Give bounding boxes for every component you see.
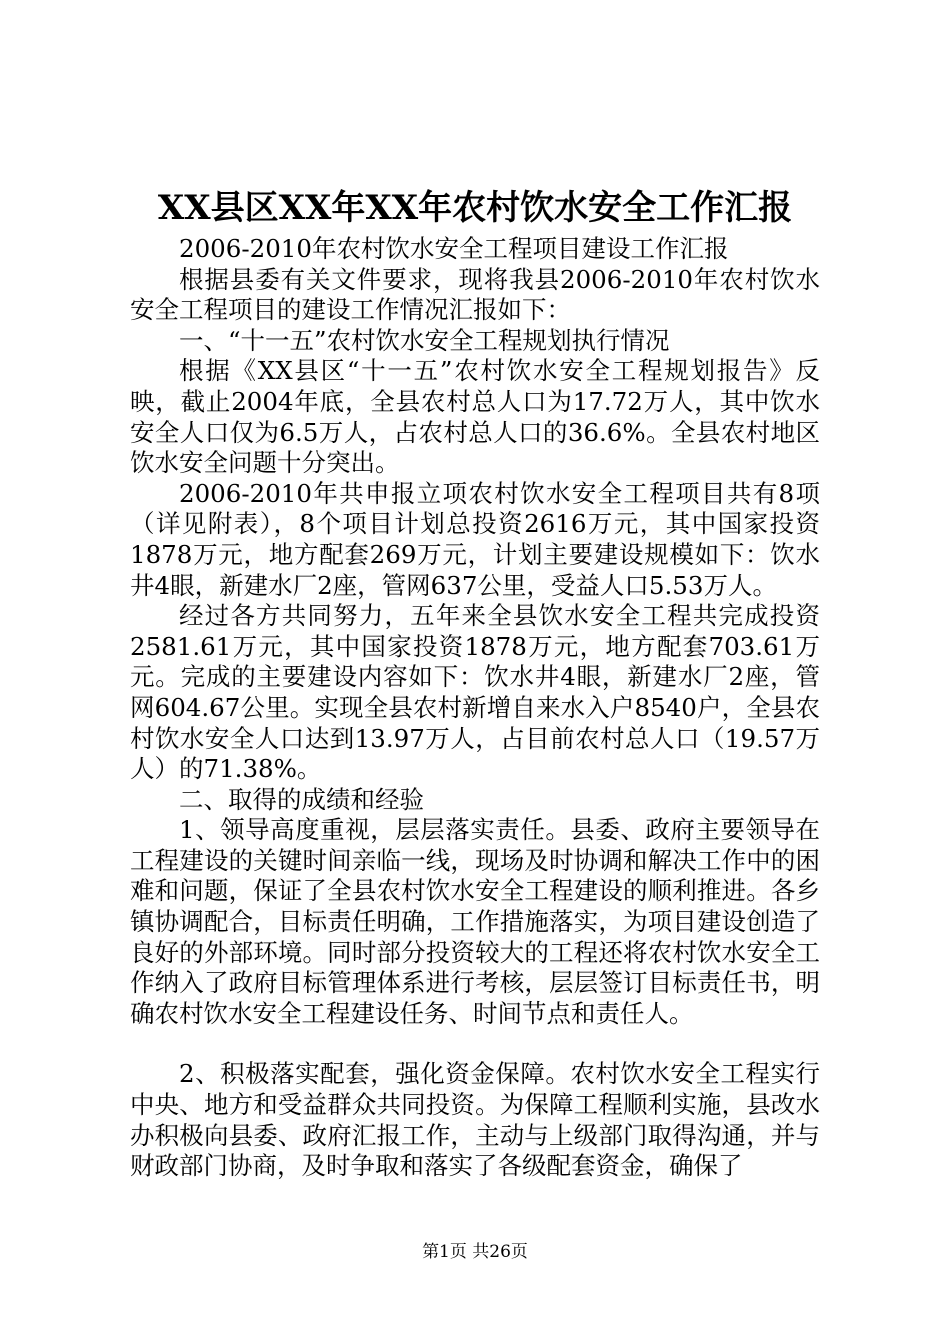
document-body [130, 234, 820, 1182]
document-title: XX县区XX年XX年农村饮水安全工作汇报 [157, 188, 793, 228]
section-heading-1: 一、“十一五”农村饮水安全工程规划执行情况 [179, 325, 670, 355]
body-paragraph: 经过各方共同努力，五年来全县饮水安全工程共完成投资2581.61万元，其中国家投资1878万元，地方配套703.61万元。完成的主要建设内容如下：饮水井4眼，新建水厂2座，管网604.67公里。实现全县农村新增自来水入户8540户，全县农村饮水安全人口达到13.97万人，占目前农村总人口（19.57万人）的71.38%。 [130, 601, 820, 784]
body-paragraph: 1、领导高度重视，层层落实责任。县委、政府主要领导在工程建设的关键时间亲临一线，现场及时协调和解决工作中的困难和问题，保证了全县农村饮水安全工程建设的顺利推进。各乡镇协调配合，目标责任明确，工作措施落实，为项目建设创造了良好的外部环境。同时部分投资较大的工程还将农村饮水安全工作纳入了政府目标管理体系进行考核，层层签订目标责任书，明确农村饮水安全工程建设任务、时间节点和责任人。 [130, 815, 820, 1028]
body-paragraph: 根据《XX县区“十一五”农村饮水安全工程规划报告》反映，截止2004年底，全县农村总人口为17.72万人，其中饮水安全人口仅为6.5万人，占农村总人口的36.6%。全县农村地区饮水安全问题十分突出。 [130, 356, 820, 478]
page-number-footer: 第1页 共26页 [422, 1242, 528, 1262]
body-paragraph: 2006-2010年共申报立项农村饮水安全工程项目共有8项（详见附表），8个项目计划总投资2616万元，其中国家投资1878万元，地方配套269万元，计划主要建设规模如下：饮水井4眼，新建水厂2座，管网637公里，受益人口5.53万人。 [130, 478, 820, 600]
intro-paragraph: 根据县委有关文件要求，现将我县2006-2010年农村饮水安全工程项目的建设工作情况汇报如下： [130, 264, 820, 325]
body-paragraph: 2、积极落实配套，强化资金保障。农村饮水安全工程实行中央、地方和受益群众共同投资。为保障工程顺利实施，县改水办积极向县委、政府汇报工作，主动与上级部门取得沟通，并与财政部门协商，及时争取和落实了各级配套资金，确保了 [130, 1059, 820, 1181]
section-heading-2: 二、取得的成绩和经验 [179, 784, 424, 814]
subtitle-paragraph: 2006-2010年农村饮水安全工程项目建设工作汇报 [179, 234, 729, 263]
